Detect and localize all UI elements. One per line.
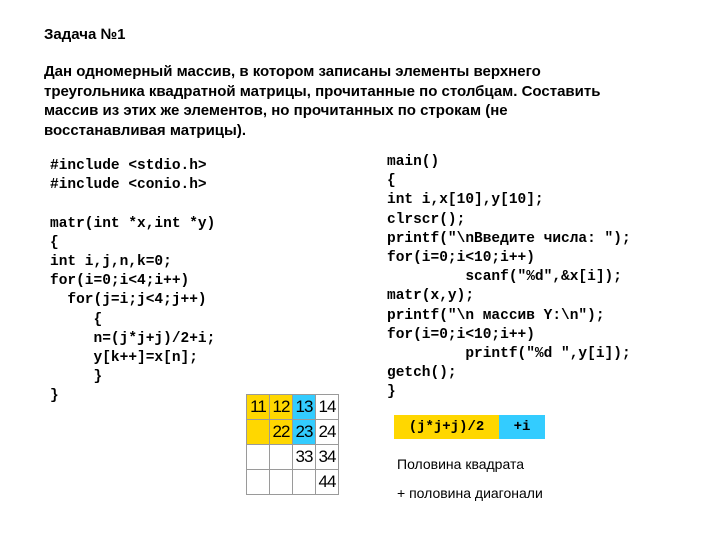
formula-box: [394, 415, 545, 439]
matrix-cell: 13: [293, 395, 316, 420]
code-line: matr(int *x,int *y): [50, 215, 216, 232]
matrix-grid: [246, 394, 339, 495]
matrix-cell: [247, 445, 270, 470]
code-line: scanf("%d",&x[i]);: [387, 269, 622, 286]
matrix-row: [247, 470, 339, 495]
code-line: printf("\nВведите числа: ");: [387, 230, 631, 247]
code-line: printf("\n массив Y:\n");: [387, 307, 605, 324]
matrix-cell: 44: [316, 470, 339, 495]
code-line: #include <stdio.h>: [50, 158, 207, 174]
matrix-row: [247, 445, 339, 470]
matrix-cell: 12: [270, 395, 293, 420]
code-line: for(i=0;i<10;i++): [387, 250, 535, 267]
problem-line: треугольника квадратной матрицы, прочитанные по столбцам. Составить: [44, 82, 601, 100]
code-line: [50, 195, 215, 214]
code-line: clrscr();: [387, 211, 466, 228]
matrix-cell: [270, 470, 293, 495]
matrix-cell: 14: [316, 395, 339, 420]
code-line: {: [387, 173, 396, 190]
matrix-cell: [247, 470, 270, 495]
code-line: for(j=i;j<4;j++): [50, 292, 207, 309]
formula-half-square: (j*j+j)/2: [394, 415, 499, 439]
matrix-cell: [247, 420, 270, 445]
code-line: }: [50, 369, 103, 386]
code-line: getch();: [387, 365, 457, 382]
problem-line: массив из этих же элементов, но прочитанных по строкам (не: [44, 102, 508, 119]
code-line: matr(x,y);: [387, 288, 475, 305]
matrix-cell: 24: [316, 420, 339, 445]
formula-diagonal: +i: [499, 415, 545, 439]
matrix-cell: 23: [293, 420, 316, 445]
matrix-cell: 34: [316, 445, 339, 470]
problem-line: восстанавливая матрицы).: [44, 121, 246, 139]
code-block-matr: [50, 157, 215, 407]
code-line: int i,x[10],y[10];: [387, 192, 544, 209]
code-block-main: [387, 153, 631, 403]
matrix-cell: 11: [247, 395, 270, 420]
code-line: {: [50, 234, 59, 251]
matrix-cell: [270, 445, 293, 470]
code-line: printf("%d ",y[i]);: [387, 346, 631, 363]
matrix-row: [247, 420, 339, 445]
matrix-cell: 22: [270, 420, 293, 445]
matrix-row: [247, 395, 339, 420]
code-line: }: [50, 388, 59, 405]
code-line: #include <conio.h>: [50, 177, 207, 194]
code-line: n=(j*j+j)/2+i;: [50, 330, 216, 347]
note-half-square: Половина квадрата: [397, 456, 524, 472]
note-half-diagonal: + половина диагонали: [397, 485, 543, 501]
code-line: main(): [387, 154, 440, 170]
code-line: for(i=0;i<4;i++): [50, 273, 190, 290]
matrix-cell: 33: [293, 445, 316, 470]
matrix-cell: [293, 470, 316, 495]
code-line: y[k++]=x[n];: [50, 350, 198, 367]
problem-statement: [44, 62, 684, 140]
task-title: Задача №1: [44, 26, 126, 43]
code-line: {: [50, 311, 103, 328]
code-line: int i,j,n,k=0;: [50, 254, 172, 271]
code-line: for(i=0;i<10;i++): [387, 326, 535, 343]
problem-line: Дан одномерный массив, в котором записаны элементы верхнего: [44, 63, 541, 80]
code-line: }: [387, 384, 396, 401]
